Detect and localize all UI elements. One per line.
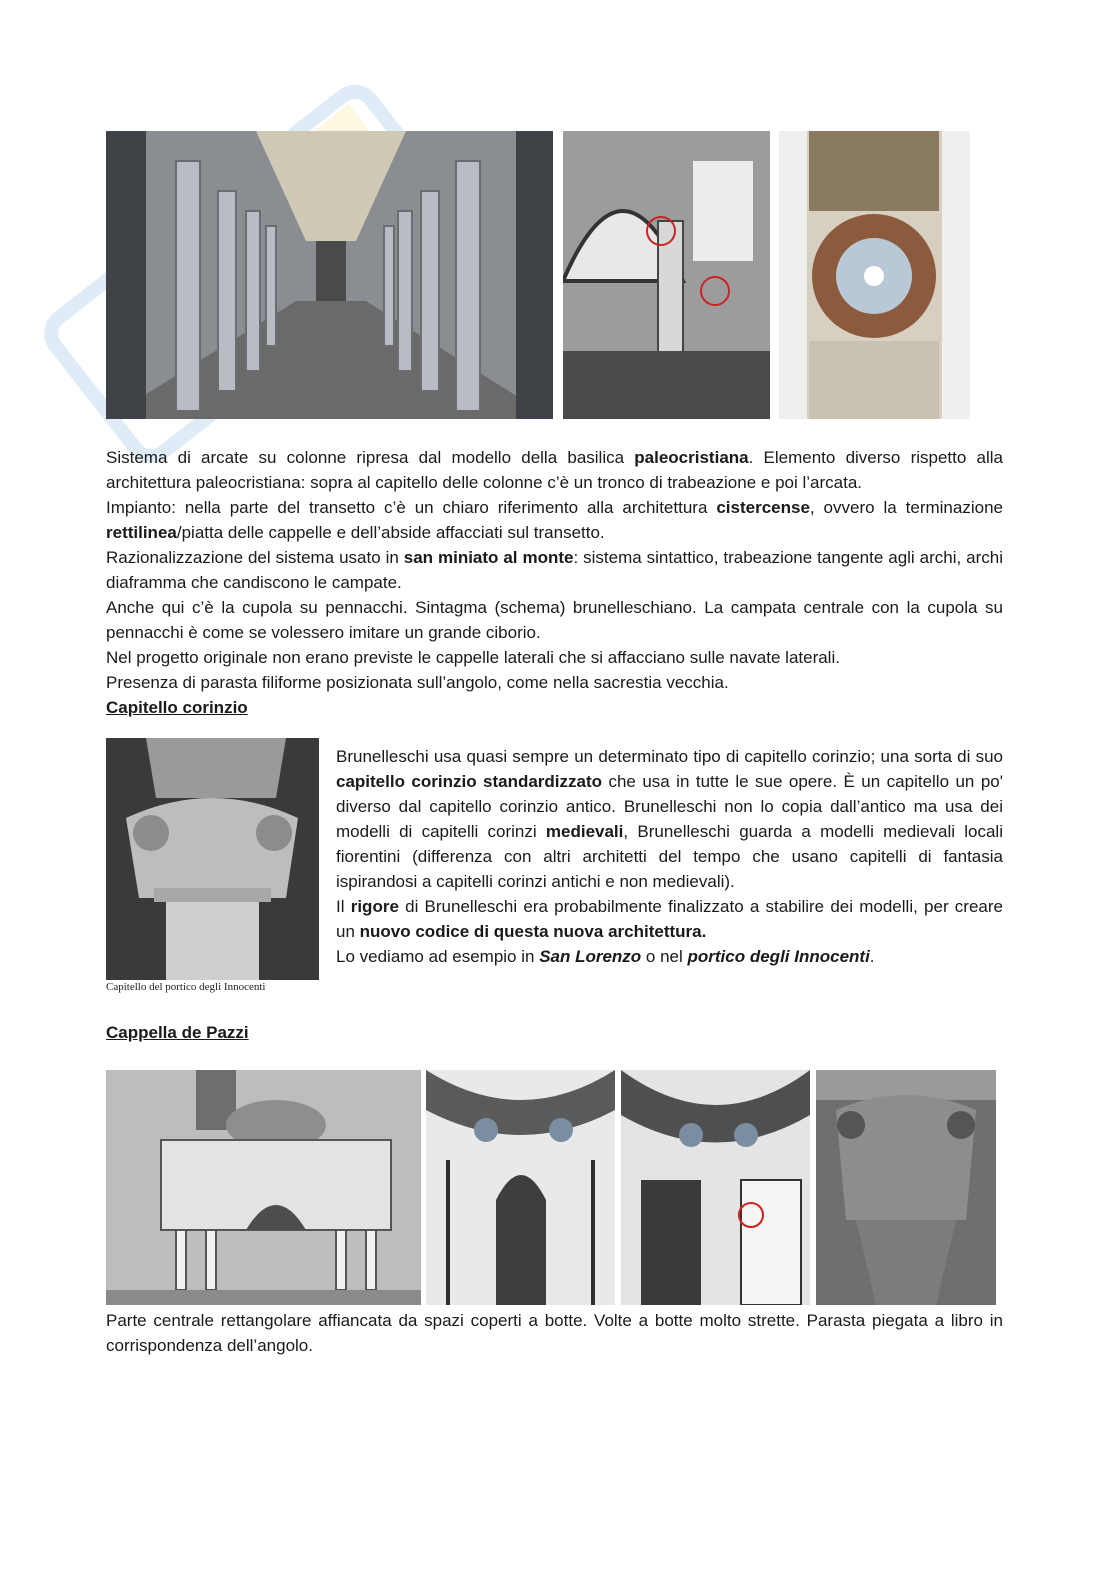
pazzi-interior-1-photo [426,1070,615,1305]
san-lorenzo-crossing-photo [563,131,770,419]
para-5: Nel progetto originale non erano previste le cappelle laterali che si affacciano sulle navate laterali. [106,648,840,667]
side-para-2: Il rigore di Brunelleschi era probabilmente finalizzato a stabilire dei modelli, per creare un nuovo codice di questa nuova architettura. [336,897,1003,941]
side-para-3: Lo vediamo ad esempio in San Lorenzo o nel portico degli Innocenti. [336,947,875,966]
para-1: Sistema di arcate su colonne ripresa dal modello della basilica paleocristiana. Elemento diverso rispetto alla architettura paleocristiana: sopra al capitello delle colonne c’è un tronco di trabeazione e poi l’arcata. [106,448,1003,492]
san-lorenzo-nave-photo [106,131,553,419]
pazzi-paragraph [106,1308,1003,1358]
para-4: Anche qui c’è la cupola su pennacchi. Sintagma (schema) brunelleschiano. La campata centrale con la cupola su pennacchi è come se volessero imitare un grande ciborio. [106,598,1003,642]
pazzi-capital-photo [816,1070,996,1305]
side-para-1: Brunelleschi usa quasi sempre un determinato tipo di capitello corinzio; una sorta di suo capitello corinzio standardizzato che usa in tutte le sue opere. È un capitello un po' diverso dal capitello corinzio antico. Brunelleschi non lo copia dall’antico ma usa dei modelli di capitelli corinzi medievali, Brunelleschi guarda a modelli medievali locali fiorentini (differenza con altri architetti del tempo che usano capitelli di fantasia ispirandosi a capitelli corinzi antichi e non medievali). [336,747,1003,891]
pazzi-exterior-photo [106,1070,421,1305]
pazzi-text: Parte centrale rettangolare affiancata da spazi coperti a botte. Volte a botte molto strette. Parasta piegata a libro in corrispondenza dell’angolo. [106,1311,1003,1355]
san-lorenzo-dome-photo [779,131,970,419]
para-2: Impianto: nella parte del transetto c’è un chiaro riferimento alla architettura cistercense, ovvero la terminazione rettilinea/piatta delle cappelle e dell’abside affacciati sul transetto. [106,498,1003,542]
para-6: Presenza di parasta filiforme posizionata sull’angolo, come nella sacrestia vecchia. [106,673,729,692]
para-3: Razionalizzazione del sistema usato in san miniato al monte: sistema sintattico, trabeazione tangente agli archi, archi diaframma che candiscono le campate. [106,548,1003,592]
capitello-photo [106,738,319,980]
capitello-text [336,744,1003,969]
intro-paragraphs [106,445,1003,695]
pazzi-interior-2-photo [621,1070,810,1305]
heading-capitello: Capitello corinzio [106,698,248,717]
heading-pazzi: Cappella de Pazzi [106,1023,249,1042]
capitello-caption: Capitello del portico degli Innocenti [106,981,266,993]
